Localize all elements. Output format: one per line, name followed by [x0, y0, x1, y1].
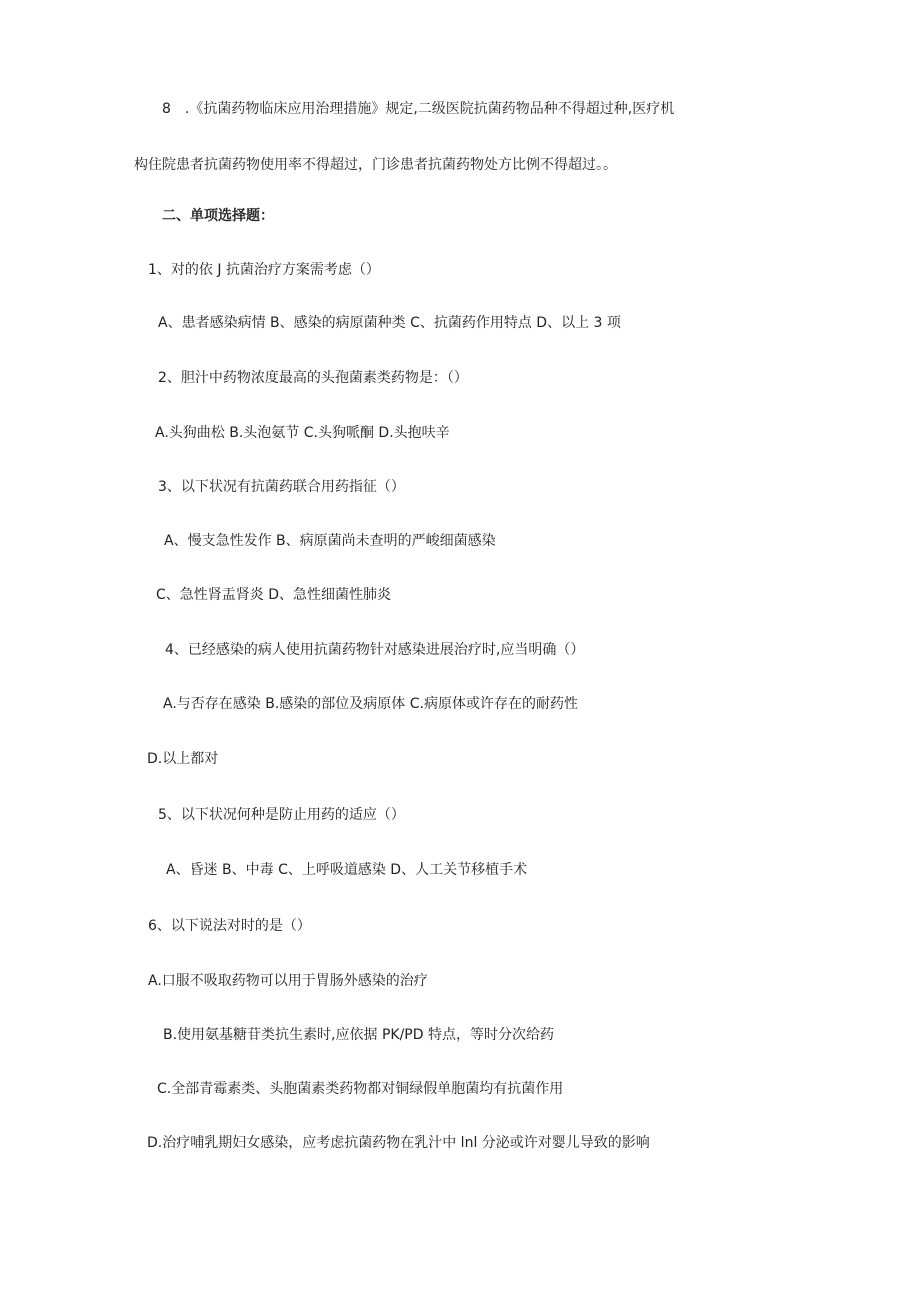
question-3-option-cd: C、急性肾盂肾炎 D、急性细菌性肺炎 [156, 587, 392, 603]
question-6-stem: 6、以下说法对时的是（） [148, 918, 311, 934]
question-2-options: A.头狗曲松 B.头泡氨节 C.头狗哌酮 D.头抱呋辛 [155, 425, 450, 441]
question-5-stem: 5、以下状况何种是防止用药的适应（） [158, 807, 405, 823]
question-4-stem: 4、已经感染的病人使用抗菌药物针对感染进展治疗时,应当明确（） [165, 642, 585, 658]
question-6-option-c: C.全部青霉素类、头胞菌素类药物都对铜绿假单胞菌均有抗菌作用 [157, 1081, 564, 1097]
question-1-options: A、患者感染病情 B、感染的病原菌种类 C、抗菌药作用特点 D、以上 3 项 [158, 315, 621, 331]
question-6-option-a: A.口服不吸取药物可以用于胃肠外感染的治疗 [148, 973, 428, 989]
question-4-option-abc: A.与否存在感染 B.感染的部位及病原体 C.病原体或许存在的耐药性 [163, 696, 578, 712]
question-6-option-d: D.治疗哺乳期妇女感染，应考虑抗菌药物在乳汁中 lnl 分泌或许对婴儿导致的影响 [147, 1135, 650, 1151]
question-3-option-ab: A、慢支急性发作 B、病原菌尚未查明的严峻细菌感染 [164, 533, 496, 549]
question-4-option-d: D.以上都对 [147, 751, 219, 767]
question-8-line-2: 构住院患者抗菌药物使用率不得超过，门诊患者抗菌药物处方比例不得超过。。 [134, 157, 617, 173]
question-8-line-1: 8 .《抗菌药物临床应用治理措施》规定,二级医院抗菌药物品种不得超过种,医疗机 [162, 101, 675, 117]
question-2-stem: 2、胆汁中药物浓度最高的头孢菌素类药物是：（） [158, 370, 468, 386]
question-6-option-b: B.使用氨基糖苷类抗生素时,应依据 PK/PD 特点，等时分次给药 [163, 1027, 554, 1043]
question-3-stem: 3、以下状况有抗菌药联合用药指征（） [158, 479, 405, 495]
question-5-options: A、昏迷 B、中毒 C、上呼吸道感染 D、人工关节移植手术 [166, 862, 528, 878]
question-1-stem: 1、对的依 J 抗菌治疗方案需考虑（） [148, 262, 380, 278]
section-2-heading: 二、单项选择题： [162, 208, 274, 224]
